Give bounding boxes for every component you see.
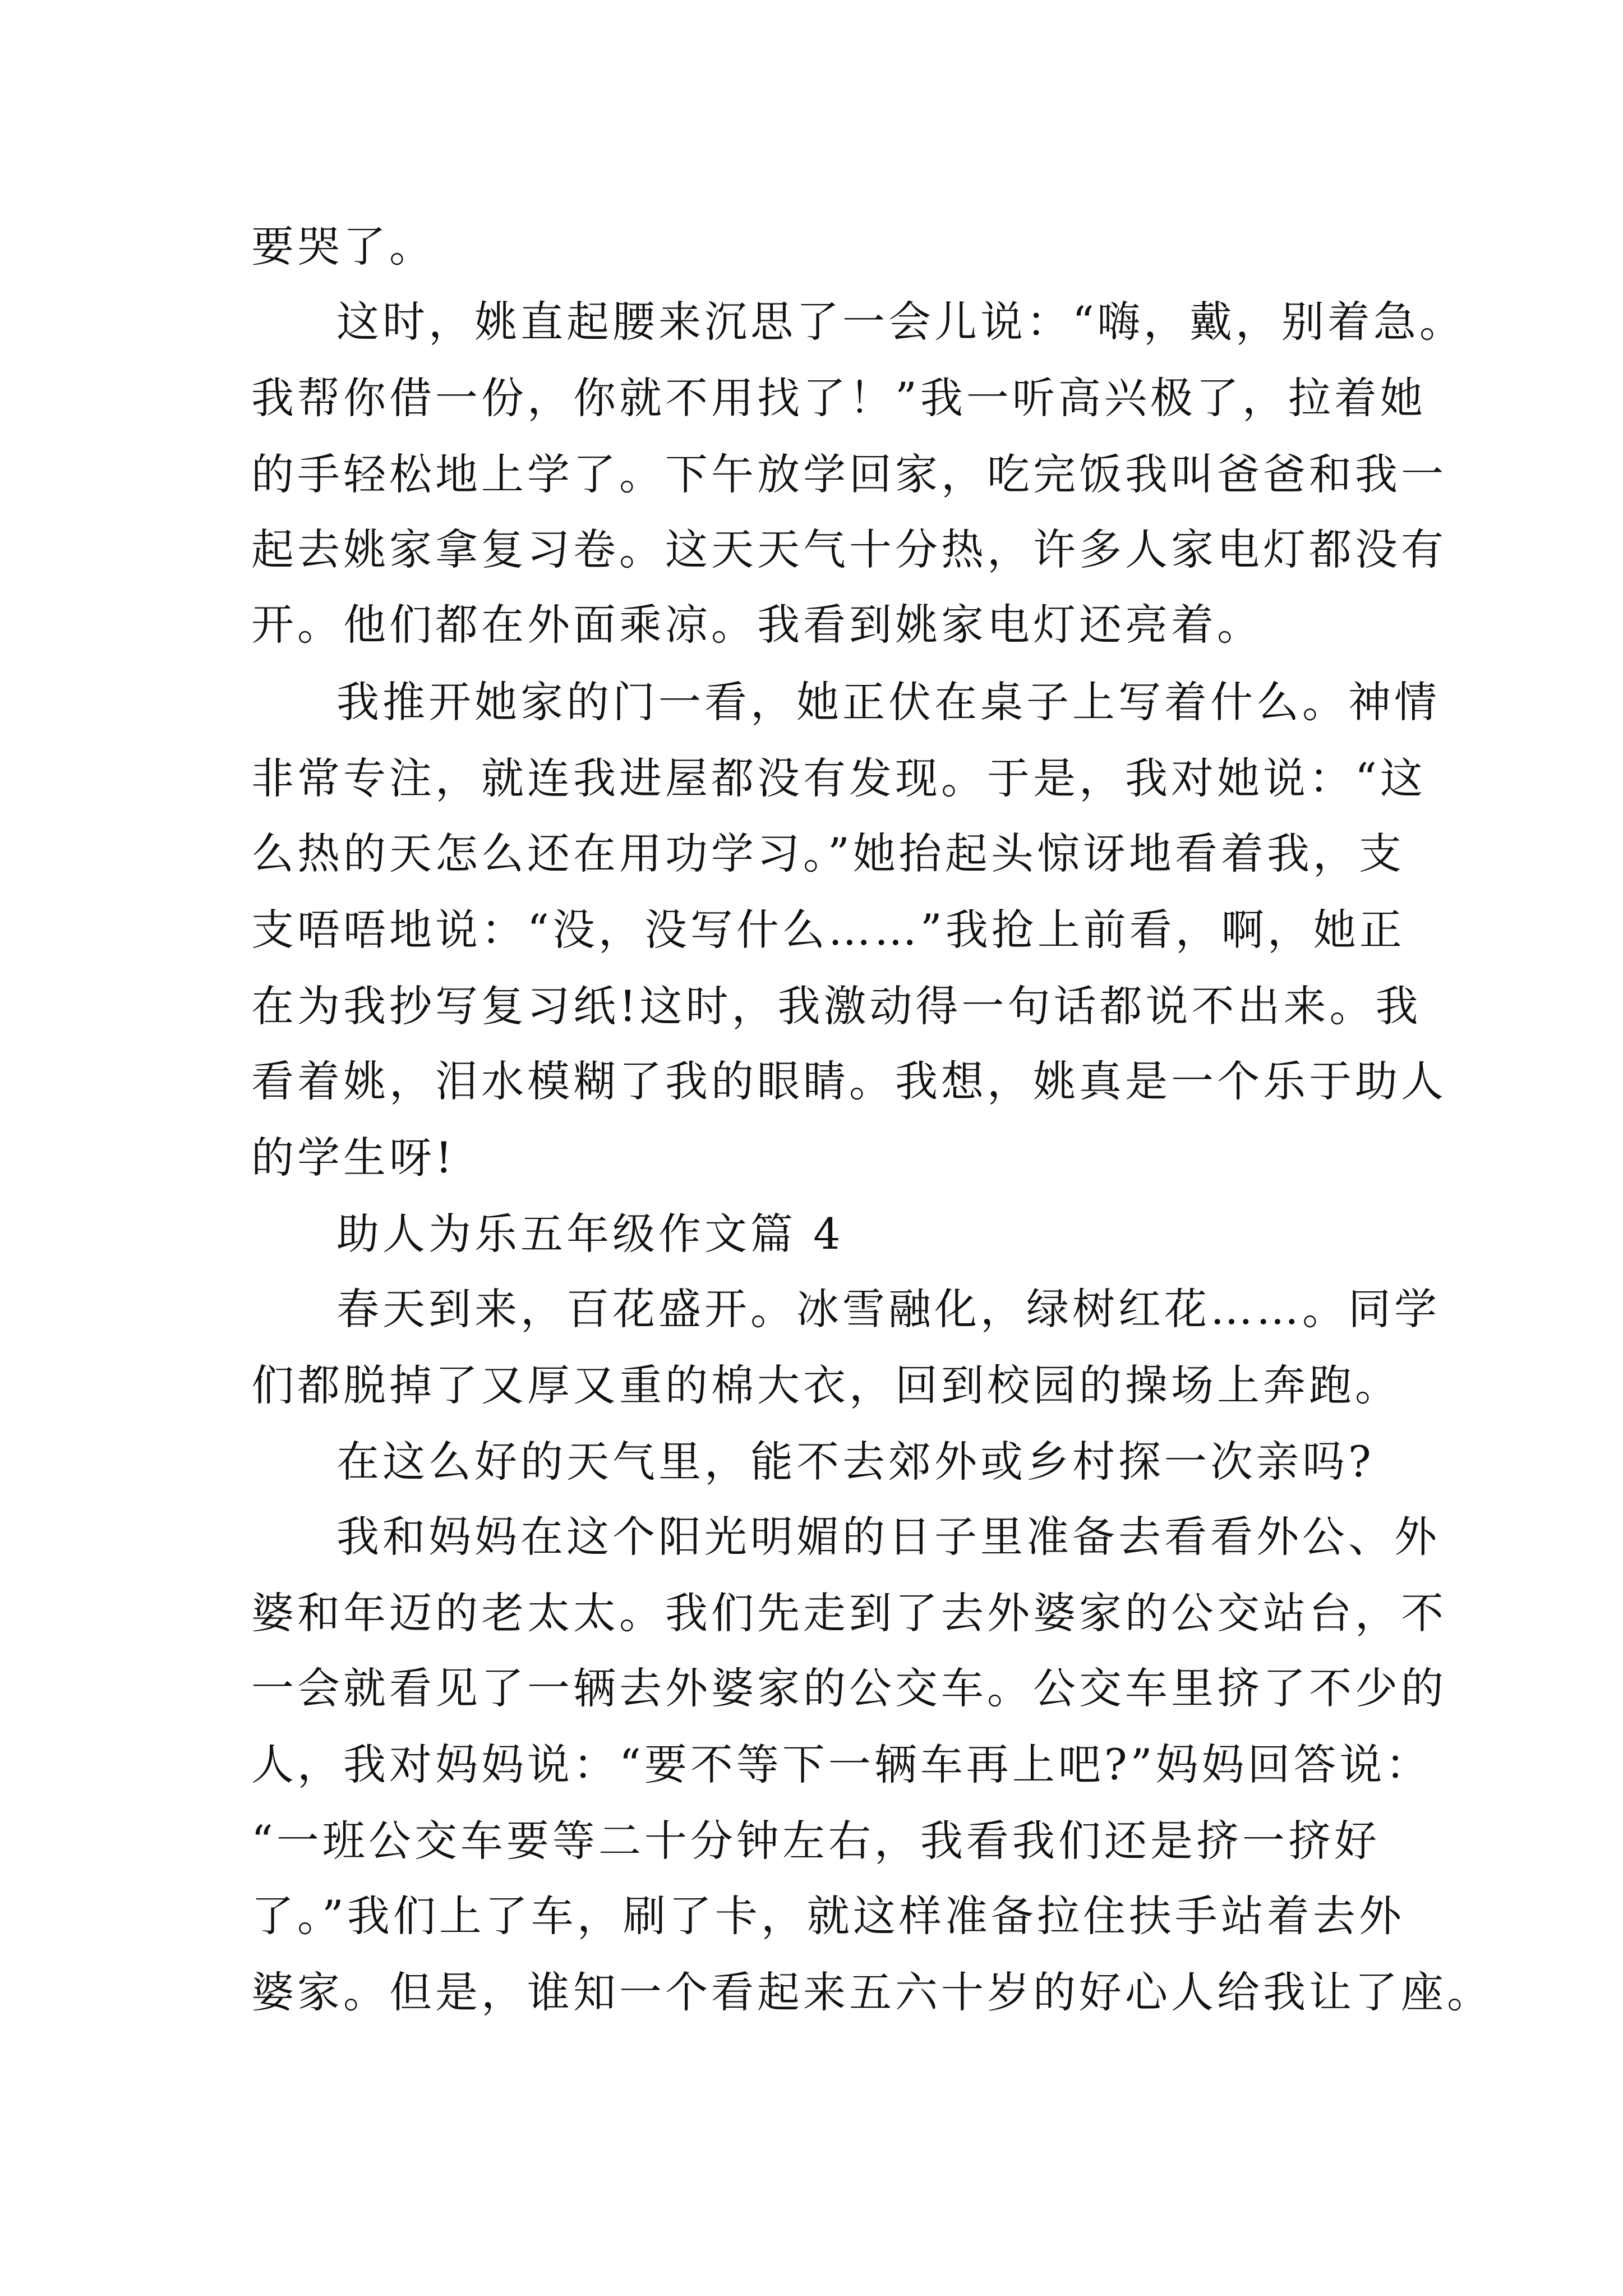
text-line: 起去姚家拿复习卷。这天天气十分热，许多人家电灯都没有 bbox=[251, 524, 1447, 574]
text-line: 婆和年迈的老太太。我们先走到了去外婆家的公交站台，不 bbox=[251, 1588, 1447, 1638]
text-line: 我帮你借一份，你就不用找了！”我一听高兴极了，拉着她 bbox=[251, 373, 1426, 423]
paragraph-start-line: 我和妈妈在这个阳光明媚的日子里准备去看看外公、外 bbox=[336, 1512, 1440, 1562]
text-line: 的手轻松地上学了。下午放学回家，吃完饭我叫爸爸和我一 bbox=[251, 449, 1447, 499]
text-line: 看着姚，泪水模糊了我的眼睛。我想，姚真是一个乐于助人 bbox=[251, 1056, 1447, 1106]
text-line: 开。他们都在外面乘凉。我看到姚家电灯还亮着。 bbox=[251, 600, 1263, 650]
text-line: “一班公交车要等二十分钟左右，我看我们还是挤一挤好 bbox=[251, 1816, 1380, 1866]
text-line: 支唔唔地说：“没，没写什么……”我抢上前看，啊，她正 bbox=[251, 905, 1405, 955]
text-line: 了。”我们上了车，刷了卡，就这样准备拉住扶手站着去外 bbox=[251, 1891, 1405, 1941]
text-line: 要哭了。 bbox=[251, 222, 435, 272]
text-line: 的学生呀! bbox=[251, 1133, 456, 1182]
text-line: 在为我抄写复习纸!这时，我激动得一句话都说不出来。我 bbox=[251, 981, 1422, 1031]
paragraph-start-line: 我推开她家的门一看，她正伏在桌子上写着什么。神情 bbox=[336, 677, 1440, 727]
text-line: 一会就看见了一辆去外婆家的公交车。公交车里挤了不少的 bbox=[251, 1663, 1447, 1713]
text-line: 么热的天怎么还在用功学习。”她抬起头惊讶地看着我，支 bbox=[251, 829, 1405, 878]
paragraph-start-line: 在这么好的天气里，能不去郊外或乡村探一次亲吗? bbox=[336, 1437, 1375, 1487]
paragraph-start-line: 春天到来，百花盛开。冰雪融化，绿树红花……。同学 bbox=[336, 1284, 1440, 1334]
section-heading: 助人为乐五年级作文篇 4 bbox=[336, 1209, 844, 1259]
text-line: 婆家。但是，谁知一个看起来五六十岁的好心人给我让了座。 bbox=[251, 1967, 1493, 2017]
text-line: 们都脱掉了又厚又重的棉大衣，回到校园的操场上奔跑。 bbox=[251, 1360, 1401, 1410]
paragraph-start-line: 这时，姚直起腰来沉思了一会儿说：“嗨，戴，别着急。 bbox=[336, 297, 1465, 347]
text-line: 非常专注，就连我进屋都没有发现。于是，我对她说：“这 bbox=[251, 753, 1426, 803]
text-line: 人，我对妈妈说：“要不等下一辆车再上吧?”妈妈回答说： bbox=[251, 1740, 1432, 1789]
